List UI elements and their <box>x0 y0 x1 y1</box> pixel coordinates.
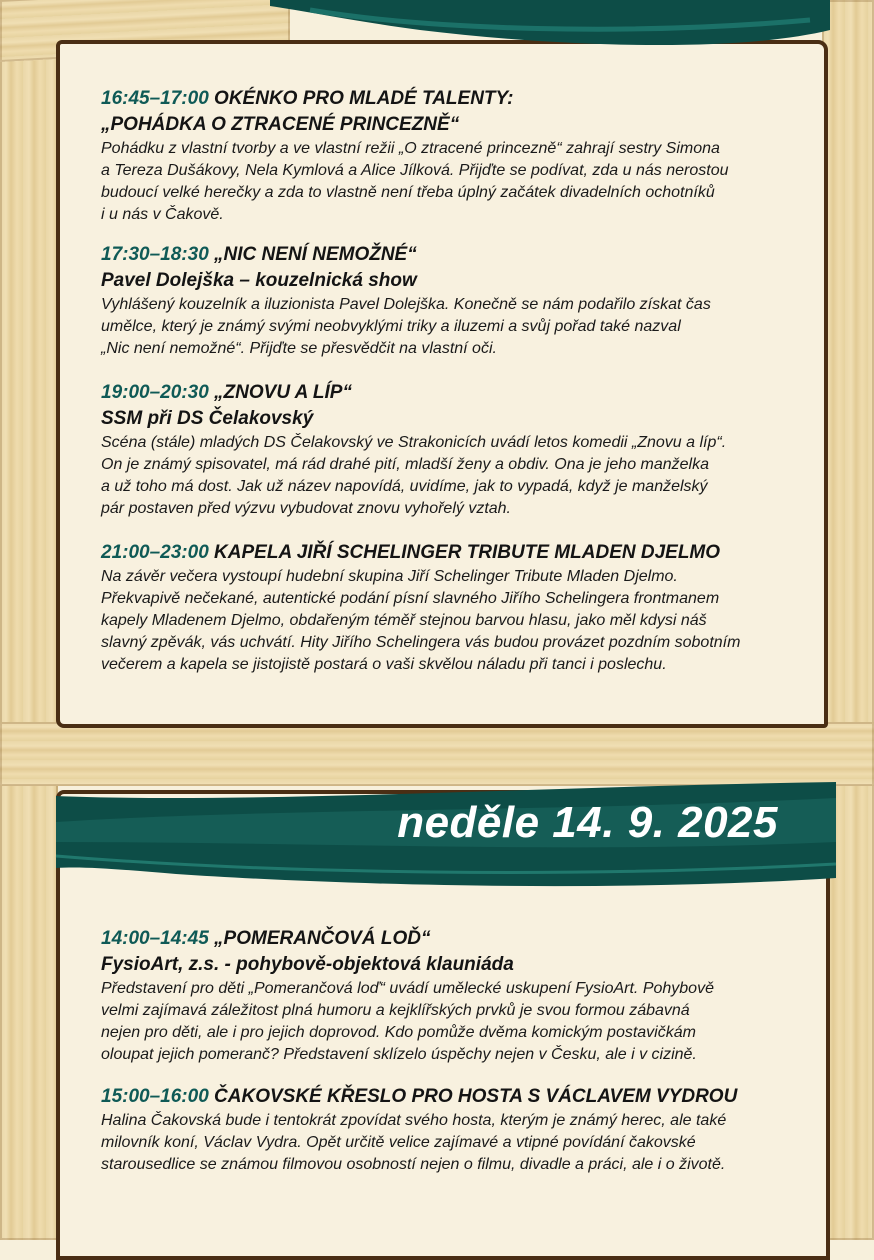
event-text-line: Vyhlášený kouzelník a iluzionista Pavel Dolejška. Konečně se nám podařilo získat čas <box>101 296 711 313</box>
event-subtitle: SSM při DS Čelakovský <box>101 408 314 429</box>
event-time: 19:00–20:30 <box>101 382 209 403</box>
event-2 <box>101 242 806 360</box>
event-time: 21:00–23:00 <box>101 542 209 563</box>
event-text-line: Překvapivě nečekané, autentické podání písní slavného Jiřího Schelingera frontmanem <box>101 590 720 607</box>
event-title <box>101 540 806 566</box>
event-title <box>101 86 806 112</box>
wood-plank-left <box>0 0 58 1240</box>
event-text-line: milovník koní, Václav Vydra. Opět určitě velice zajímavé a vtipné povídání čakovské <box>101 1134 696 1151</box>
event-3 <box>101 380 806 520</box>
event-title-text: KAPELA JIŘÍ SCHELINGER TRIBUTE MLADEN DJELMO <box>214 542 721 563</box>
event-title <box>101 1084 806 1110</box>
event-subtitle: FysioArt, z.s. - pohybově-objektová klauniáda <box>101 954 514 975</box>
event-time: 15:00–16:00 <box>101 1086 209 1107</box>
wood-plank-middle <box>0 722 874 786</box>
event-time: 14:00–14:45 <box>101 928 209 949</box>
event-text-line: a už toho má dost. Jak už název napovídá, uvidíme, jak to vypadá, když je manželský <box>101 478 708 495</box>
event-title <box>101 242 806 268</box>
event-1 <box>101 86 806 226</box>
event-title <box>101 926 806 952</box>
event-text-line: Halina Čakovská bude i tentokrát zpovídat svého hosta, kterým je známý herec, ale také <box>101 1112 727 1129</box>
event-6 <box>101 1084 806 1176</box>
event-text-line: slavný zpěvák, vás uchvátí. Hity Jiřího Schelingera vás budou provázet pozdním sobotním <box>101 634 741 651</box>
event-text-line: nejen pro děti, ale i pro jejich doprovod. Kdo pomůže dvěma komickým postavičkám <box>101 1024 696 1041</box>
event-time: 16:45–17:00 <box>101 88 209 109</box>
top-ribbon <box>270 0 830 50</box>
event-text-line: kapely Mladenem Djelmo, obdařeným téměř stejnou barvou hlasu, jako měl kdysi náš <box>101 612 707 629</box>
event-text-line: večerem a kapela se jistojistě postará o vaši skvělou náladu při tanci i poslechu. <box>101 656 667 673</box>
event-text-line: pár postaven před výzvu vybudovat znovu vyhořelý vztah. <box>101 500 511 517</box>
event-title-text: „NIC NENÍ NEMOŽNÉ“ <box>214 244 417 265</box>
event-text-line: Představení pro děti „Pomerančová loď“ uvádí umělecké uskupení FysioArt. Pohybově <box>101 980 714 997</box>
event-subtitle: „POHÁDKA O ZTRACENÉ PRINCEZNĚ“ <box>101 114 460 135</box>
event-text-line: On je známý spisovatel, má rád drahé pití, mladší ženy a obdiv. Ona je jeho manželka <box>101 456 710 473</box>
event-title-text: OKÉNKO PRO MLADÉ TALENTY: <box>214 88 514 109</box>
event-text-line: Scéna (stále) mladých DS Čelakovský ve Strakonicích uvádí letos komedii „Znovu a líp“. <box>101 434 727 451</box>
event-4 <box>101 540 806 676</box>
event-text-line: umělce, který je známý svými neobvyklými triky a iluzemi a svůj pořad také nazval <box>101 318 681 335</box>
event-text-line: budoucí velké herečky a zda to vlastně není třeba úplný začátek divadelních ochotníků <box>101 184 715 201</box>
event-text-line: „Nic není nemožné“. Přijďte se přesvědčit na vlastní oči. <box>101 340 497 357</box>
event-5 <box>101 926 806 1066</box>
event-text-line: i u nás v Čakově. <box>101 206 224 223</box>
event-time: 17:30–18:30 <box>101 244 209 265</box>
event-text-line: Na závěr večera vystoupí hudební skupina Jiří Schelinger Tribute Mladen Djelmo. <box>101 568 678 585</box>
event-title-text: ČAKOVSKÉ KŘESLO PRO HOSTA S VÁCLAVEM VYDROU <box>214 1086 738 1107</box>
event-title-text: „POMERANČOVÁ LOĎ“ <box>214 928 431 949</box>
event-text-line: oloupat jejich pomeranč? Představení sklízelo úspěchy nejen v Česku, ale i v cizině. <box>101 1046 697 1063</box>
event-text-line: starousedlice se známou filmovou osobností nejen o filmu, divadle a práci, ale i o životě. <box>101 1156 726 1173</box>
day-heading: neděle 14. 9. 2025 <box>397 798 778 847</box>
event-text-line: velmi zajímavá záležitost plná humoru a kejklířských prvků je svou formou zábavná <box>101 1002 690 1019</box>
event-title <box>101 380 806 406</box>
event-title-text: „ZNOVU A LÍP“ <box>214 382 352 403</box>
event-subtitle: Pavel Dolejška – kouzelnická show <box>101 270 417 291</box>
event-text-line: Pohádku z vlastní tvorby a ve vlastní režii „O ztracené princezně“ zahrají sestry Simona <box>101 140 720 157</box>
event-text-line: a Tereza Dušákovy, Nela Kymlová a Alice Jílková. Přijďte se podívat, zda u nás nerostou <box>101 162 729 179</box>
